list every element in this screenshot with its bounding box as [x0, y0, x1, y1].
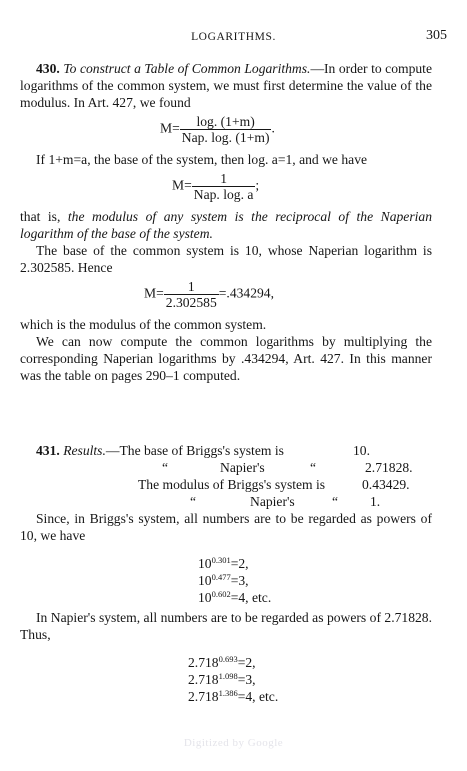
- page-number: 305: [426, 28, 447, 43]
- results-label: The modulus of Briggs's system is: [138, 477, 326, 492]
- section-number: 431.: [36, 443, 60, 458]
- ditto-mark: “: [162, 460, 169, 475]
- power-base: 2.718: [188, 689, 219, 704]
- results-value: 0.43429.: [362, 477, 410, 492]
- fraction-denominator: 2.302585: [165, 295, 217, 310]
- section-title: Results.: [63, 443, 106, 458]
- power-base: 10: [198, 590, 212, 605]
- results-row-napier-base: [20, 459, 432, 476]
- power-result: =2,: [230, 556, 249, 571]
- napier-power-line: [20, 668, 432, 685]
- fraction-numerator: 1: [164, 279, 219, 295]
- section-431: [20, 442, 432, 702]
- title-dash: —: [105, 443, 120, 458]
- power-exponent: 0.301: [211, 555, 231, 565]
- power-result: =2,: [237, 655, 256, 670]
- results-label: The base of Briggs's system is: [119, 443, 284, 458]
- ditto-mark: “: [190, 494, 197, 509]
- fraction-numerator: 1: [192, 171, 256, 187]
- fraction-denominator: Nap. log. a: [193, 187, 254, 202]
- briggs-power-line: [20, 552, 432, 569]
- equation-tail: ;: [255, 177, 260, 193]
- power-exponent: 0.693: [218, 654, 238, 664]
- briggs-power-line: [20, 569, 432, 586]
- equation-modulus-reciprocal: [20, 168, 432, 208]
- results-value: 2.71828.: [365, 460, 413, 475]
- napier-power-line: [20, 685, 432, 702]
- equation-lhs: M=: [144, 285, 164, 301]
- power-result: =3,: [230, 573, 249, 588]
- results-value: 10.: [353, 443, 370, 458]
- fraction-numerator: log. (1+m): [180, 114, 272, 130]
- section-430-intro: [20, 60, 432, 111]
- fraction: [192, 171, 256, 202]
- equation-lhs: M=: [172, 177, 192, 193]
- results-row-napier-modulus: [20, 493, 432, 510]
- ditto-mark: “: [310, 460, 317, 475]
- paragraph-compute-table: We can now compute the common logarithms by multiplying the corresponding Naperian logarithms by .434294, Art. 427. In this manner was the table on pages 290–1 computed.: [20, 334, 432, 383]
- results-row-briggs-modulus: [20, 476, 432, 493]
- results-value: 1.: [370, 494, 381, 509]
- power-base: 2.718: [188, 655, 219, 670]
- power-exponent: 1.386: [218, 688, 238, 698]
- results-row-briggs-base: [20, 442, 432, 459]
- power-result: =4, etc.: [230, 590, 272, 605]
- equation-lhs: M=: [160, 120, 180, 136]
- paragraph-text: —In order to compute logarithms of the common system, we must first determine the value of the modulus. In Art. 427, we found: [20, 61, 432, 110]
- ditto-mark: “: [332, 494, 339, 509]
- page-header: [20, 28, 447, 48]
- power-base: 2.718: [188, 672, 219, 687]
- equation-common-modulus: [20, 276, 432, 316]
- equation-tail: =.434294,: [218, 285, 274, 301]
- paragraph-modulus-statement: [20, 208, 432, 242]
- fraction-denominator: Nap. log. (1+m): [181, 130, 270, 145]
- paragraph-napier-powers: In Napier's system, all numbers are to be regarded as powers of 2.71828. Thus,: [20, 610, 432, 642]
- equation-tail: .: [271, 120, 275, 136]
- power-base: 10: [198, 573, 212, 588]
- briggs-power-line: [20, 586, 432, 603]
- italic-statement: the modulus of any system is the reciprocal of the Naperian logarithm of the base of the system.: [20, 209, 432, 241]
- fraction: [180, 114, 275, 145]
- napier-power-line: [20, 651, 432, 668]
- power-exponent: 0.477: [211, 572, 231, 582]
- equation-modulus-log: [20, 111, 432, 151]
- power-exponent: 0.602: [211, 589, 231, 599]
- paragraph-briggs-powers: Since, in Briggs's system, all numbers are to be regarded as powers of 10, we have: [20, 511, 432, 543]
- section-number: 430.: [36, 61, 60, 76]
- results-label: Napier's: [250, 494, 295, 509]
- results-label: Napier's: [220, 460, 265, 475]
- paragraph-text: that is,: [20, 209, 68, 224]
- power-result: =4, etc.: [237, 689, 279, 704]
- paragraph-common-base: The base of the common system is 10, whose Naperian logarithm is 2.302585. Hence: [20, 243, 432, 275]
- power-exponent: 1.098: [218, 671, 238, 681]
- section-title: To construct a Table of Common Logarithms.: [63, 61, 311, 76]
- section-430: [20, 60, 432, 384]
- watermark: Digitized by Google: [183, 737, 284, 749]
- fraction: [164, 279, 219, 310]
- power-base: 10: [198, 556, 212, 571]
- power-result: =3,: [237, 672, 256, 687]
- paragraph-base-definition: If 1+m=a, the base of the system, then log. a=1, and we have: [36, 152, 368, 167]
- running-head: LOGARITHMS.: [191, 31, 276, 43]
- paragraph-modulus-result: which is the modulus of the common system.: [20, 317, 267, 332]
